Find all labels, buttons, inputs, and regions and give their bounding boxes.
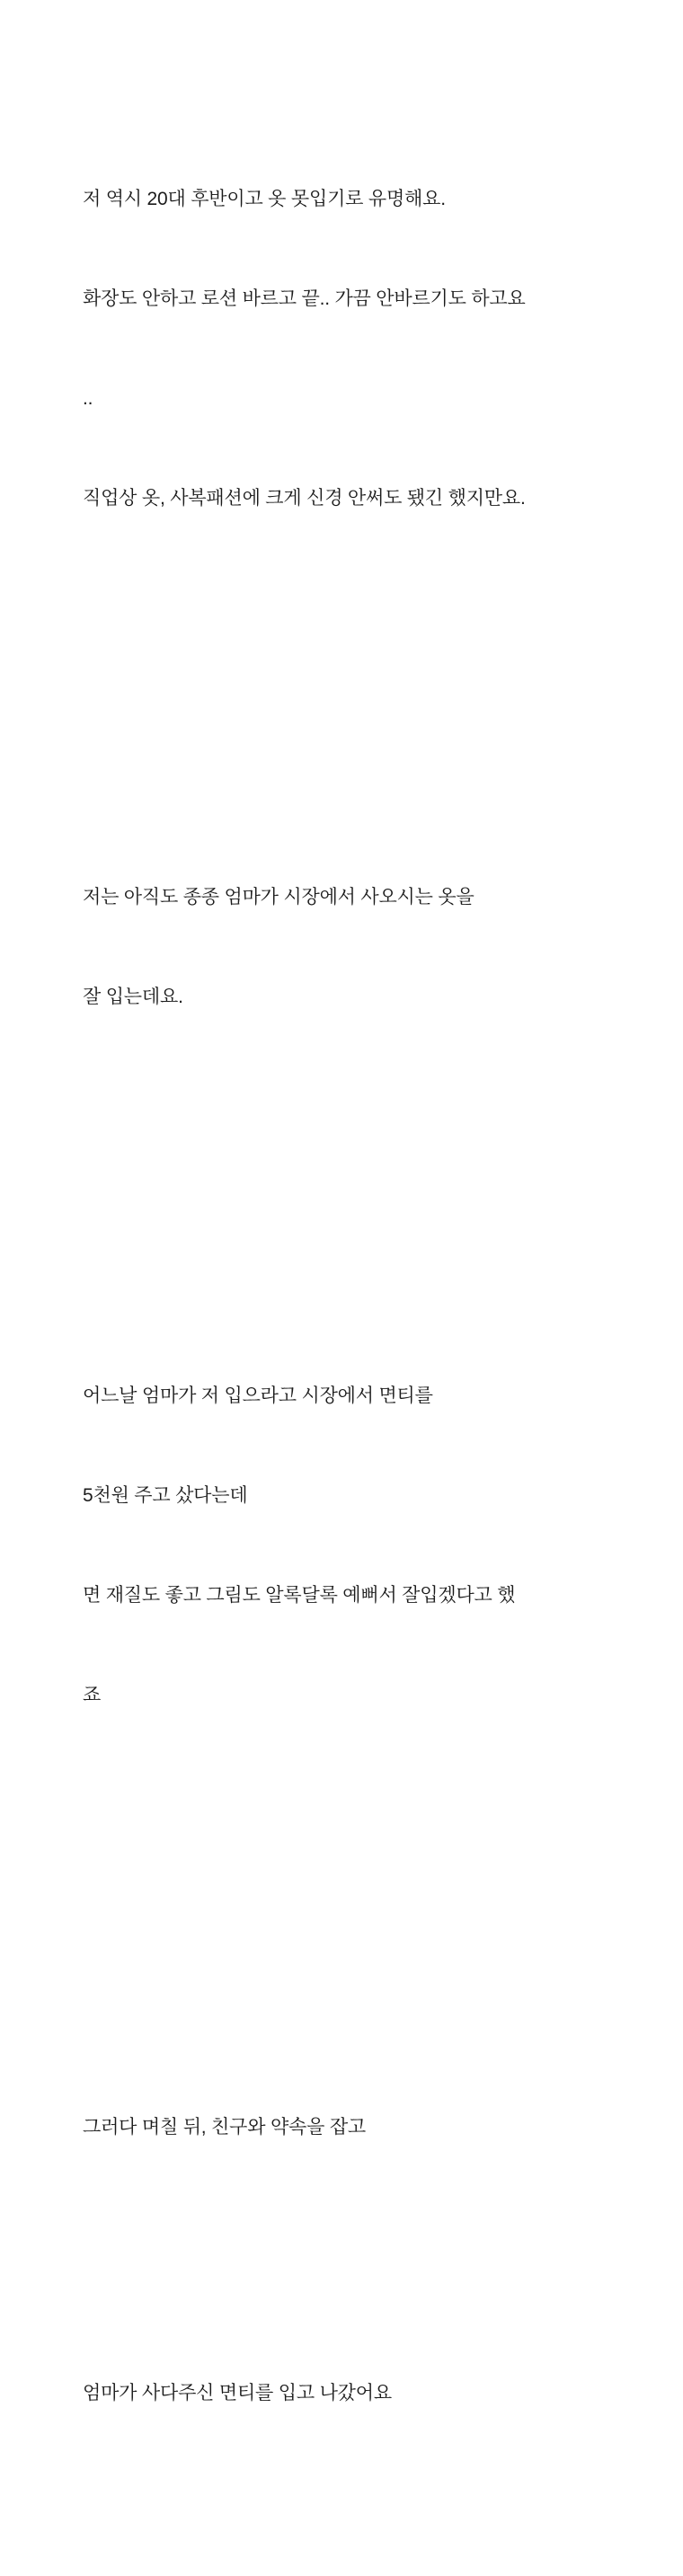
paragraph-3 bbox=[83, 1313, 647, 1778]
text-line: 어느날 엄마가 저 입으라고 시장에서 면티를 bbox=[83, 1385, 433, 1406]
document-text bbox=[83, 16, 647, 2576]
text-line: .. bbox=[83, 388, 93, 409]
paragraph-4 bbox=[83, 2044, 647, 2210]
text-line: 죠 bbox=[83, 1685, 102, 1705]
text-line: 저 역시 20대 후반이고 옷 못입기로 유명해요. bbox=[83, 189, 446, 209]
text-line: 그러다 며칠 뒤, 친구와 약속을 잡고 bbox=[83, 2117, 367, 2138]
text-line: 5천원 주고 샀다는데 bbox=[83, 1485, 248, 1506]
text-line: 직업상 옷, 사복패션에 크게 신경 안써도 됐긴 했지만요. bbox=[83, 488, 526, 509]
paragraph-1 bbox=[83, 116, 647, 581]
text-line: 잘 입는데요. bbox=[83, 987, 183, 1007]
text-line: 화장도 안하고 로션 바르고 끝.. 가끔 안바르기도 하고요 bbox=[83, 288, 526, 309]
text-line: 저는 아직도 종종 엄마가 시장에서 사오시는 옷을 bbox=[83, 887, 475, 907]
paragraph-spacer-large bbox=[83, 1878, 647, 1944]
paragraph-spacer bbox=[83, 681, 647, 714]
paragraph-2 bbox=[83, 814, 647, 1080]
paragraph-5 bbox=[83, 2310, 647, 2476]
paragraph-spacer bbox=[83, 1180, 647, 1213]
text-line: 엄마가 사다주신 면티를 입고 나갔어요 bbox=[83, 2383, 392, 2403]
text-line: 면 재질도 좋고 그림도 알록달록 예뻐서 잘입겠다고 했 bbox=[83, 1585, 516, 1606]
